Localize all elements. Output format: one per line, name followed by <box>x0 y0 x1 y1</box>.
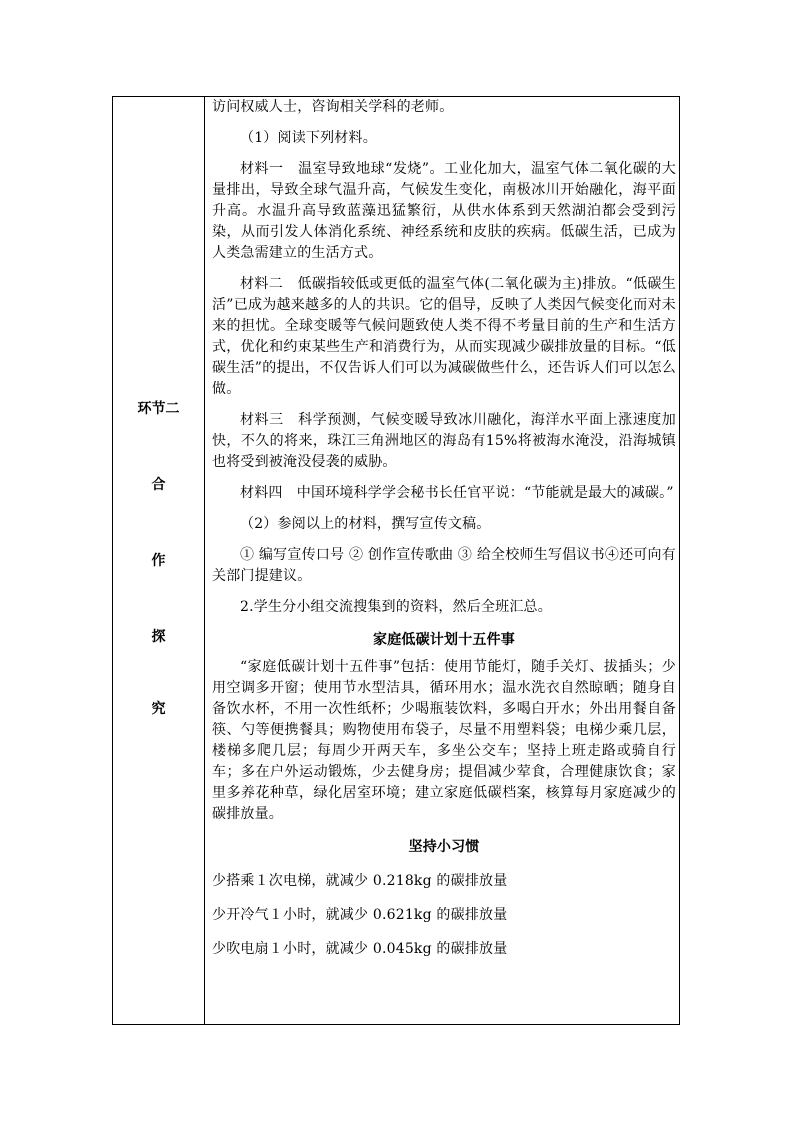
column-divider <box>204 97 205 1024</box>
content-cell <box>212 97 676 960</box>
material-3: 材料三 科学预测，气候变暖导致冰川融化，海洋水平面上涨速度加快，不久的将来，珠江三角洲地区的海岛有15%将被海水淹没，沿海城镇也将受到被淹没侵袭的威胁。 <box>212 412 676 470</box>
habit-line: 少搭乘１次电梯，就减少 0.218kg 的碳排放量 <box>212 873 508 889</box>
step-1: （1）阅读下列材料。 <box>240 130 377 146</box>
step-2: （2）参阅以上的材料，撰写宣传文稿。 <box>240 516 491 532</box>
plan-text: “家庭低碳计划十五件事”包括：使用节能灯，随手关灯、拔插头；少用空调多开窗；使用节水型洁具，循环用水；温水洗衣自然晾晒；随身自备饮水杯，不用一次性纸杯；少喝瓶装饮料，多喝白开水；外出用餐自备筷、勺等便携餐具；购物使用布袋子，尽量不用塑料袋；电梯少乘几层，楼梯多爬几层；每周少开两天车，多坐公交车；坚持上班走路或骑自行车；多在户外运动锻炼，少去健身房；提倡减少荤食，合理健康饮食；家里多养花种草，绿化居室环境；建立家庭低碳档案，核算每月家庭减少的碳排放量。 <box>212 659 676 822</box>
lesson-table <box>112 96 680 1025</box>
material-2: 材料二 低碳指较低或更低的温室气体(二氧化碳为主)排放。“低碳生活”已成为越来越多的人的共识。它的倡导，反映了人类因气候变化而对未来的担忧。全球变暖等气候问题致使人类不得不考量目前的生产和生活方式，优化和约束某些生产和消费行为，从而实现减少碳排放量的目标。“低碳生活”的提出，不仅告诉人们可以为减碳做些什么，还告诉人们可以怎么做。 <box>212 276 676 397</box>
material-1: 材料一 温室导致地球“发烧”。工业化加大，温室气体二氧化碳的大量排出，导致全球气温升高，气候发生变化，南极冰川开始融化，海平面升高。水温升高导致蓝藻迅猛繁衍，从供水体系到天然湖泊都会受到污染，从而引发人体消化系统、神经系统和皮肤的疾病。低碳生活，已成为人类急需建立的生活方式。 <box>212 161 676 261</box>
step-3: 2.学生分小组交流搜集到的资料，然后全班汇总。 <box>240 599 552 615</box>
row-label-char: 作 <box>151 553 166 569</box>
habit-line: 少开冷气１小时，就减少 0.621kg 的碳排放量 <box>212 907 508 923</box>
section-heading-plan: 家庭低碳计划十五件事 <box>373 632 515 648</box>
material-4: 材料四 中国环境科学学会秘书长任官平说：“节能就是最大的减碳。” <box>240 485 674 501</box>
row-label-char: 合 <box>151 477 166 493</box>
habit-line: 少吹电扇１小时，就减少 0.045kg 的碳排放量 <box>212 941 508 957</box>
row-label-char: 探 <box>151 629 166 645</box>
row-label-cell <box>113 97 204 1024</box>
row-label-char: 究 <box>151 701 166 717</box>
section-heading-habits: 坚持小习惯 <box>408 839 480 855</box>
row-label-title: 环节二 <box>137 401 180 417</box>
suggestion-options: ① 编写宣传口号 ② 创作宣传歌曲 ③ 给全校师生写倡议书④还可向有关部门提建议。 <box>212 547 676 584</box>
intro-text: 访问权威人士，咨询相关学科的老师。 <box>212 99 454 115</box>
